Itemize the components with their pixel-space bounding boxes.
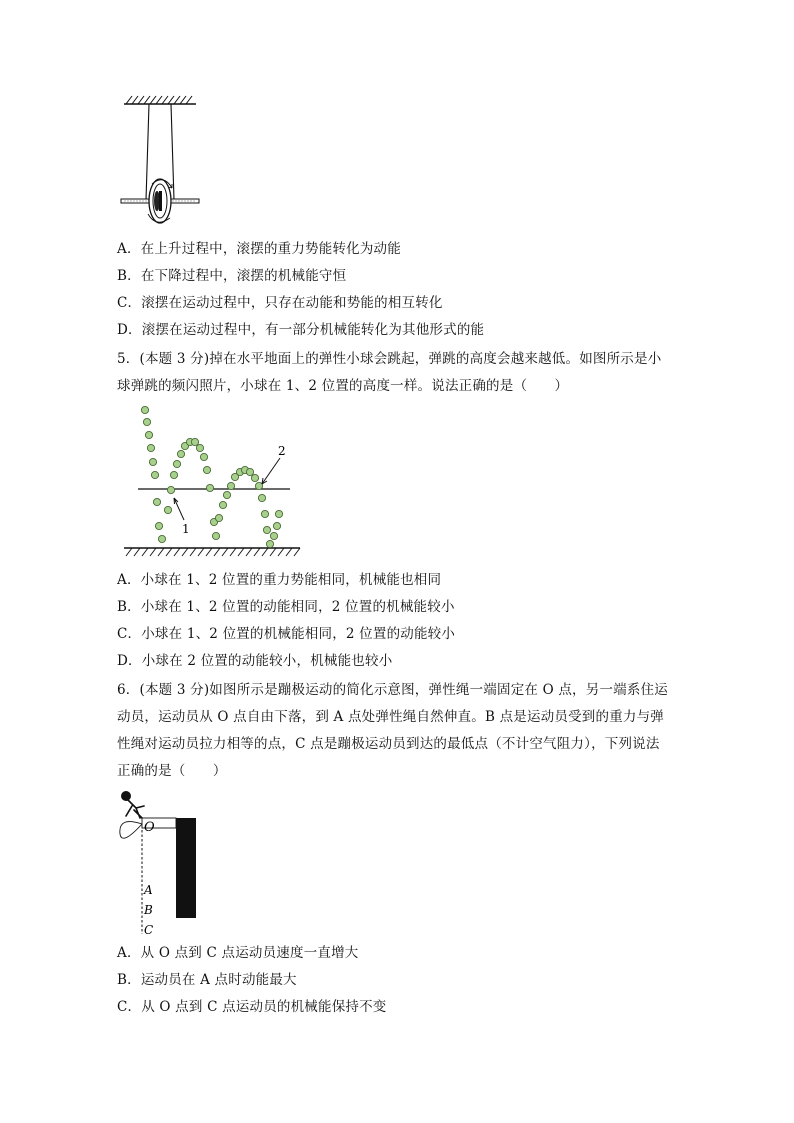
q5-stem-line-1: 5．(本题 3 分)掉在水平地面上的弹性小球会跳起，弹跳的高度会越来越低。如图所示是小: [117, 351, 662, 367]
q5-stem-line-2: 球弹跳的频闪照片，小球在 1、2 位置的高度一样。说法正确的是（ ）: [117, 378, 569, 394]
ball-position-1-label: 1: [182, 522, 190, 536]
q5-option-c: C．小球在 1、2 位置的机械能相同，2 位置的动能较小: [117, 626, 456, 642]
bungee-jump-figure: [112, 786, 204, 940]
point-a-label: A: [144, 883, 153, 897]
q6-option-b: B．运动员在 A 点时动能最大: [117, 972, 297, 988]
q5-option-a: A．小球在 1、2 位置的重力势能相同，机械能也相同: [117, 572, 442, 588]
q6-option-a: A．从 O 点到 C 点运动员速度一直增大: [117, 945, 359, 961]
q6-stem-line-1: 6．(本题 3 分)如图所示是蹦极运动的简化示意图，弹性绳一端固定在 O 点，另一端系住运: [117, 682, 668, 698]
q4-option-b: B．在下降过程中，滚摆的机械能守恒: [117, 268, 347, 284]
q6-stem-line-2: 动员，运动员从 O 点自由下落，到 A 点处弹性绳自然伸直。B 点是运动员受到的重力与弹: [117, 709, 664, 725]
q5-option-b: B．小球在 1、2 位置的动能相同，2 位置的机械能较小: [117, 599, 455, 615]
q4-option-c: C．滚摆在运动过程中，只存在动能和势能的相互转化: [117, 295, 443, 311]
q6-stem-line-4: 正确的是（ ）: [117, 763, 227, 779]
rolling-pendulum-figure: [112, 92, 208, 234]
q4-option-a: A．在上升过程中，滚摆的重力势能转化为动能: [117, 241, 401, 257]
point-b-label: B: [144, 903, 153, 917]
q5-option-d: D．小球在 2 位置的动能较小，机械能也较小: [117, 653, 393, 669]
ball-position-2-label: 2: [278, 444, 286, 458]
point-o-label: O: [144, 820, 155, 835]
q6-stem-line-3: 性绳对运动员拉力相等的点，C 点是蹦极运动员到达的最低点（不计空气阻力），下列说法: [117, 736, 660, 752]
q4-option-d: D．滚摆在运动过程中，有一部分机械能转化为其他形式的能: [117, 322, 485, 338]
bouncing-ball-figure: [118, 402, 306, 562]
point-c-label: C: [144, 923, 154, 937]
q6-option-c: C．从 O 点到 C 点运动员的机械能保持不变: [117, 999, 387, 1015]
